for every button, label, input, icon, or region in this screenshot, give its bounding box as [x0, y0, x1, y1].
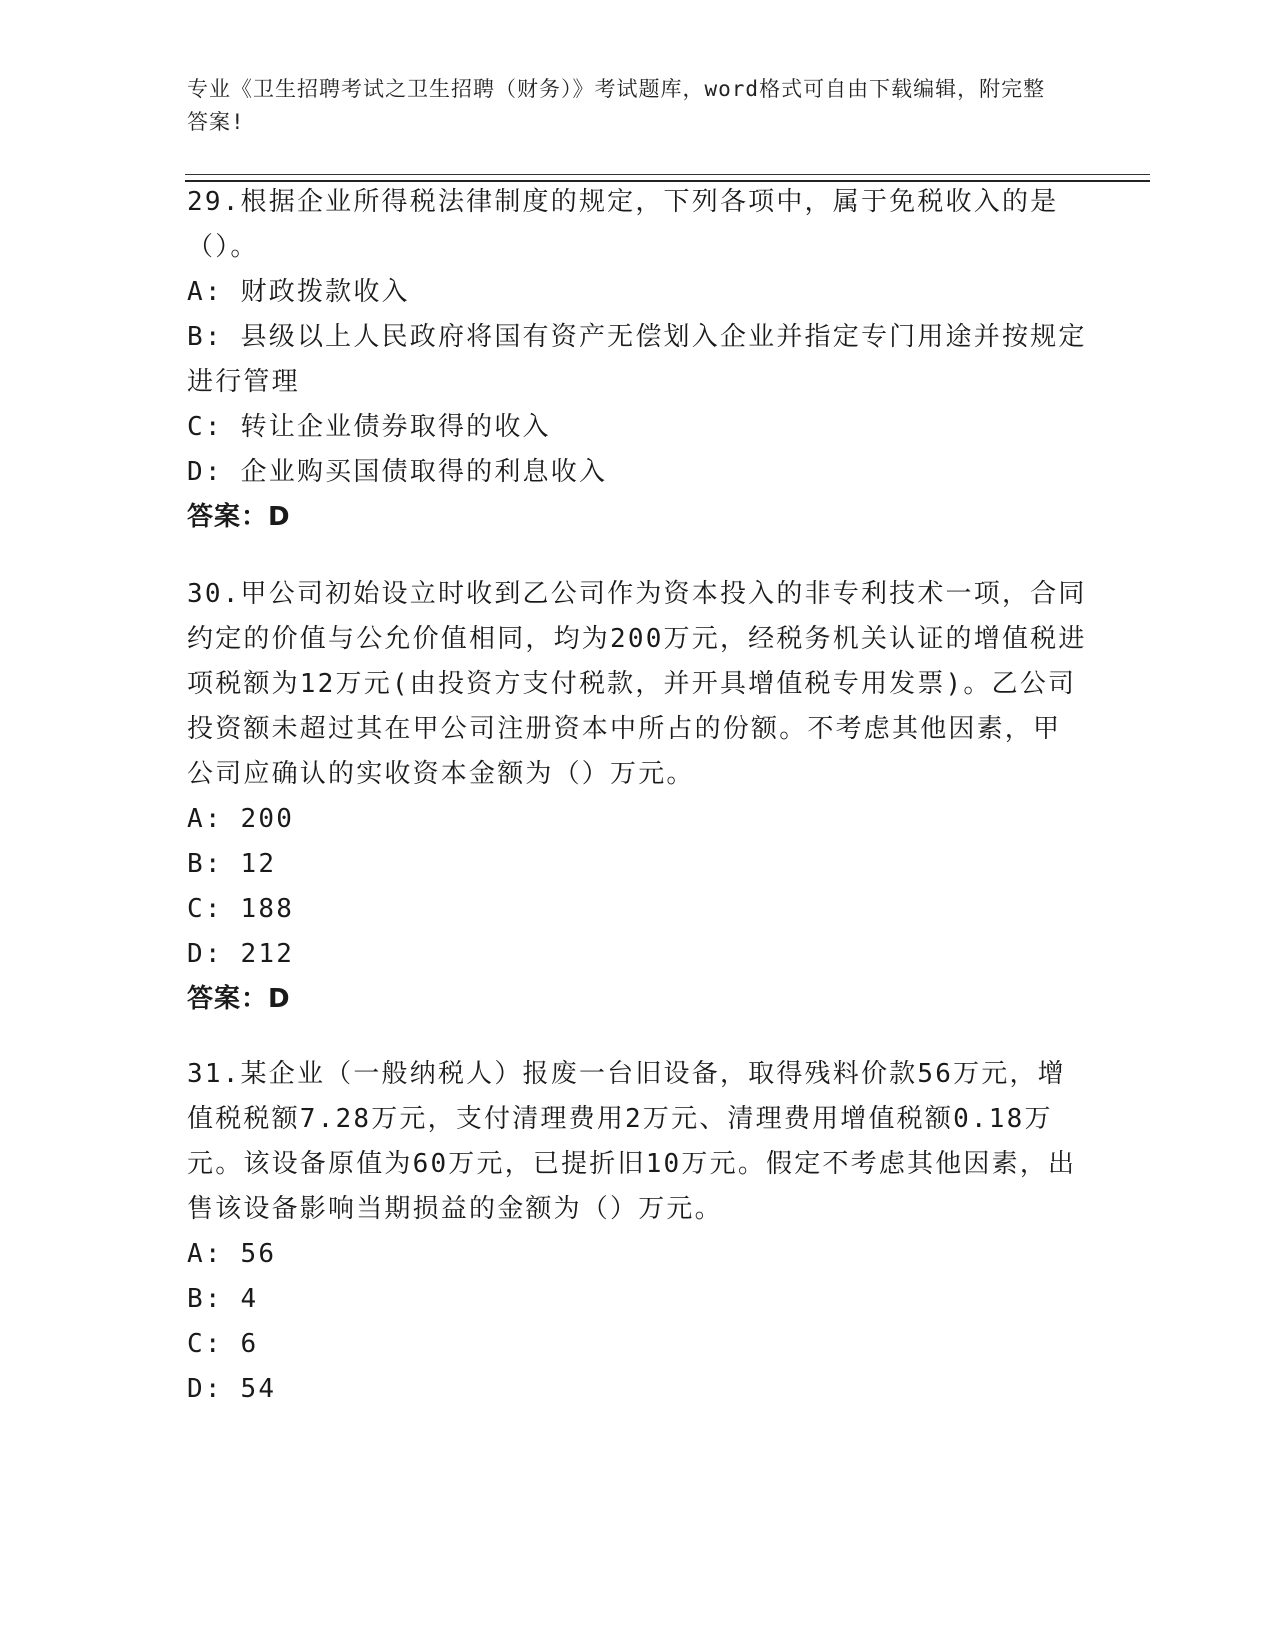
- option-b: B: 县级以上人民政府将国有资产无偿划入企业并指定专门用途并按规定进行管理: [187, 322, 1087, 397]
- option-d: D: 54: [187, 1374, 277, 1404]
- question-stem: 29.根据企业所得税法律制度的规定，下列各项中，属于免税收入的是（）。: [187, 187, 1059, 262]
- option-c: C: 6: [187, 1329, 259, 1359]
- answer: 答案：D: [187, 502, 291, 532]
- question-29: [187, 180, 1087, 540]
- option-d: D: 212: [187, 939, 295, 969]
- header-divider-thin: [185, 174, 1150, 175]
- question-31: [187, 1052, 1087, 1412]
- question-stem: 30.甲公司初始设立时收到乙公司作为资本投入的非专利技术一项，合同约定的价值与公允价值相同，均为200万元，经税务机关认证的增值税进项税额为12万元(由投资方支付税款，并开具增值税专用发票)。乙公司投资额未超过其在甲公司注册资本中所占的份额。不考虑其他因素，甲公司应确认的实收资本金额为（）万元。: [187, 579, 1087, 789]
- document-header: 专业《卫生招聘考试之卫生招聘（财务）》考试题库，word格式可自由下载编辑，附完整答案!: [187, 77, 1046, 134]
- option-a: A: 财政拨款收入: [187, 277, 410, 307]
- option-b: B: 4: [187, 1284, 259, 1314]
- question-30: [187, 572, 1087, 1022]
- option-c: C: 188: [187, 894, 295, 924]
- option-d: D: 企业购买国债取得的利息收入: [187, 457, 608, 487]
- option-a: A: 200: [187, 804, 295, 834]
- question-stem: 31.某企业（一般纳税人）报废一台旧设备，取得残料价款56万元，增值税税额7.28万元，支付清理费用2万元、清理费用增值税额0.18万元。该设备原值为60万元，已提折旧10万元。假定不考虑其他因素，出售该设备影响当期损益的金额为（）万元。: [187, 1059, 1077, 1224]
- option-b: B: 12: [187, 849, 277, 879]
- option-a: A: 56: [187, 1239, 277, 1269]
- answer: 答案：D: [187, 984, 291, 1014]
- option-c: C: 转让企业债券取得的收入: [187, 412, 551, 442]
